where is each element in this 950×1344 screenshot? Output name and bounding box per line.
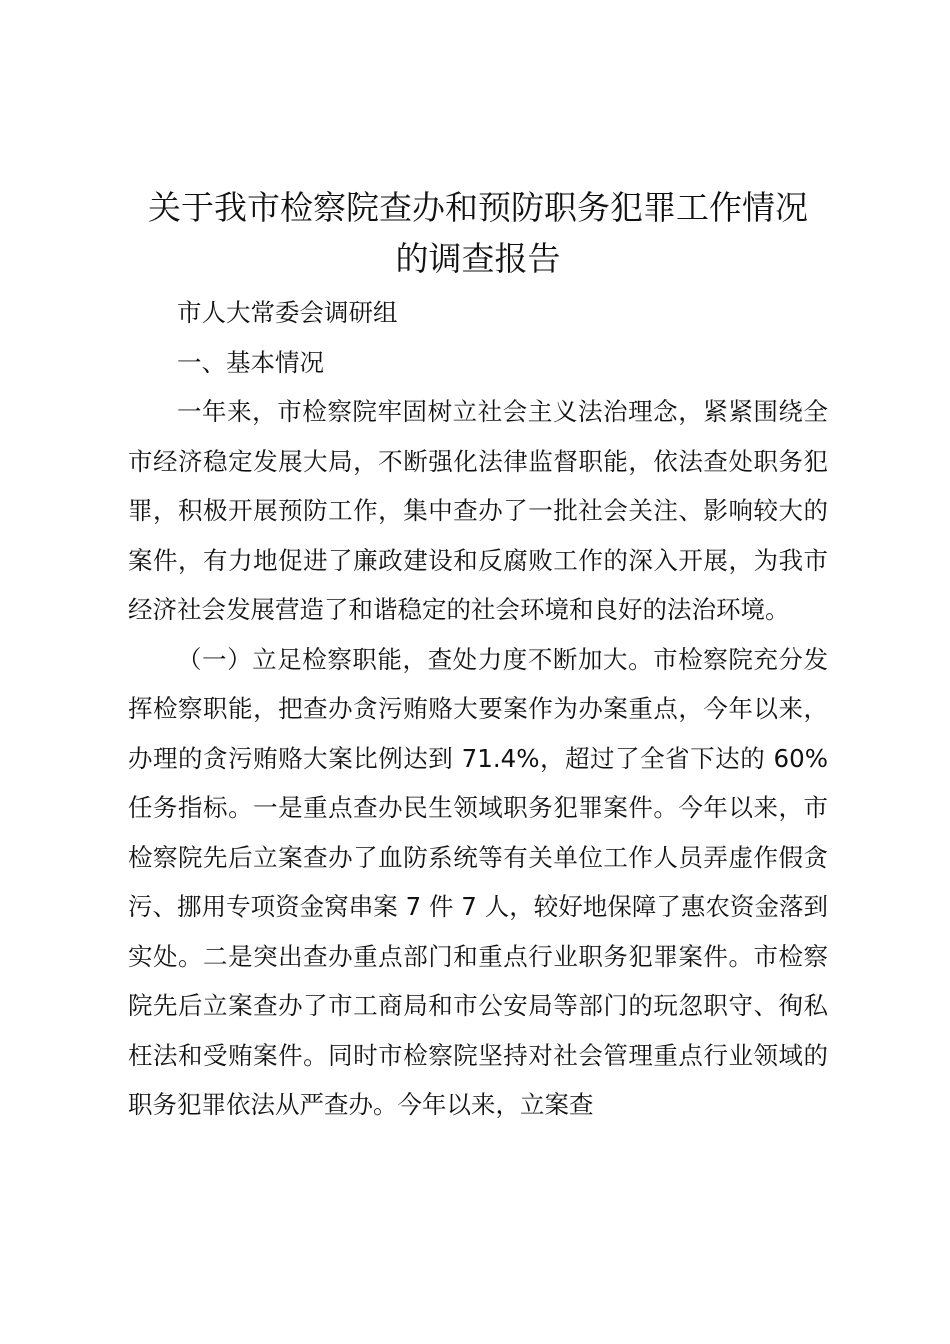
document-page bbox=[128, 182, 828, 1130]
author-line: 市人大常委会调研组 bbox=[177, 298, 398, 327]
title-line-1: 关于我市检察院查办和预防职务犯罪工作情况 bbox=[148, 188, 808, 227]
title-line-2: 的调查报告 bbox=[395, 239, 561, 278]
section-heading: 一、基本情况 bbox=[177, 347, 324, 377]
paragraph-2: （一）立足检察职能，查处力度不断加大。市检察院充分发挥检察职能，把查办贪污贿赂大要案作为办案重点，今年以来，办理的贪污贿赂大案比例达到 71.4%，超过了全省下达的 60%任务指标。一是重点查办民生领域职务犯罪案件。今年以来，市检察院先后立案查办了血防系统等有关单位工作人员弄虚作假贪污、挪用专项资金窝串案 7 件 7 人，较好地保障了惠农资金落到实处。二是突出查办重点部门和重点行业职务犯罪案件。市检察院先后立案查办了市工商局和市公安局等部门的玩忽职守、徇私枉法和受贿案件。同时市检察院坚持对社会管理重点行业领域的职务犯罪依法从严查办。今年以来，立案查 bbox=[128, 644, 828, 1119]
paragraph-1: 一年来，市检察院牢固树立社会主义法治理念，紧紧围绕全市经济稳定发展大局，不断强化法律监督职能，依法查处职务犯罪，积极开展预防工作，集中查办了一批社会关注、影响较大的案件，有力地促进了廉政建设和反腐败工作的深入开展，为我市经济社会发展营造了和谐稳定的社会环境和良好的法治环境。 bbox=[128, 397, 828, 624]
document-title bbox=[128, 182, 828, 284]
document-body bbox=[128, 288, 828, 1130]
